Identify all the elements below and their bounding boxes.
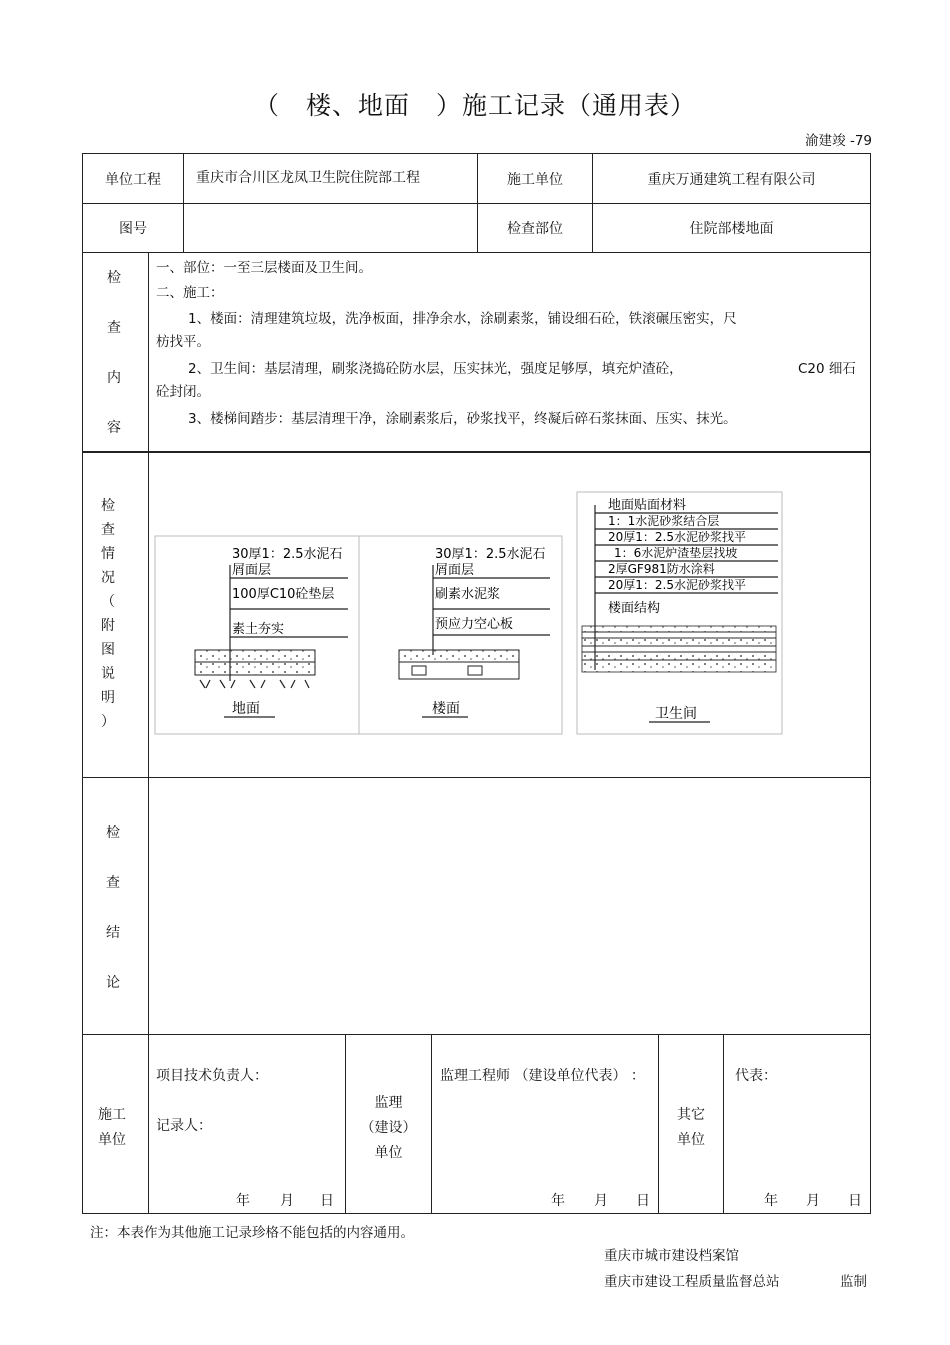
row-divider (82, 777, 871, 778)
ground-diagram (155, 536, 359, 734)
unit-project-label: 单位工程 (105, 171, 161, 188)
toilet-layer: 1：1水泥砂浆结合层 (608, 514, 720, 528)
footer-org2: 重庆市建设工程质量监督总站 (604, 1274, 780, 1290)
conclusion-label-char: 结 (106, 925, 120, 941)
floor-caption: 楼面 (432, 701, 460, 717)
footer-note: 注：本表作为其他施工记录珍格不能包括的内容通用。 (90, 1225, 414, 1241)
ground-layer2: 100厚C10砼垫层 (232, 587, 335, 602)
content-label-char: 容 (107, 420, 121, 436)
check-label-char: 说 (101, 666, 115, 682)
ground-layer3: 素土夯实 (232, 622, 285, 637)
toilet-layer: 20厚1：2.5水泥砂浆找平 (608, 530, 746, 544)
date-day: 日 (636, 1193, 650, 1209)
page-title: （ 楼、地面 ）施工记录（通用表） (253, 91, 696, 120)
supervisor-label: 监理工程师 （建设单位代表） ： (440, 1068, 645, 1084)
check-label-char: 图 (101, 642, 115, 658)
supervision-label: （建设） (360, 1120, 417, 1136)
construction-unit-label: 单位 (98, 1132, 126, 1148)
recorder-label: 记录人： (156, 1118, 212, 1134)
supervision-label: 单位 (374, 1145, 403, 1161)
content-line: 一、部位：一至三层楼面及卫生间。 (156, 260, 372, 276)
supervision-label: 监理 (374, 1095, 403, 1111)
date-month: 月 (594, 1193, 608, 1209)
construction-diagrams (150, 485, 790, 745)
content-label-char: 查 (107, 320, 121, 336)
conclusion-label-char: 检 (106, 825, 120, 841)
construction-unit-label: 施工 (98, 1107, 126, 1123)
toilet-layer: 楼面结构 (608, 601, 661, 616)
check-label-char: 况 (101, 570, 115, 586)
check-label-char: 查 (101, 522, 115, 538)
floor-layer3: 预应力空心板 (435, 617, 514, 632)
rep-label: 代表： (735, 1068, 777, 1084)
other-unit-label: 其它 (677, 1107, 705, 1123)
footer-supervise: 监制 (840, 1274, 867, 1290)
toilet-layer: 1：6水泥炉渣垫层找坡 (614, 546, 738, 560)
col-divider (658, 1034, 659, 1214)
content-label-char: 检 (107, 270, 121, 286)
drawing-no-value (184, 204, 476, 252)
content-line: 1、楼面：清理建筑垃圾，洗净板面，排净余水，涂刷素浆，铺设细石砼，铁滚碾压密实，尺 (188, 311, 737, 327)
check-label-char: （ (101, 594, 115, 610)
floor-layer2: 刷素水泥浆 (435, 587, 501, 602)
toilet-diagram (577, 492, 782, 734)
toilet-layer: 20厚1：2.5水泥砂浆找平 (608, 578, 746, 592)
check-label-char: 检 (101, 498, 115, 514)
toilet-layer: 2厚GF981防水涂料 (608, 562, 715, 576)
conclusion-label-char: 论 (106, 975, 120, 991)
check-label-char: 明 (101, 690, 115, 706)
date-year: 年 (551, 1193, 565, 1209)
footer-org1: 重庆市城市建设档案馆 (604, 1248, 739, 1264)
inspect-part-value: 住院部楼地面 (689, 221, 774, 237)
toilet-layer: 地面贴面材料 (608, 498, 687, 513)
ground-layer1a: 30厚1：2.5水泥石 (232, 547, 343, 562)
contractor-label: 施工单位 (507, 171, 563, 188)
col-divider (431, 1034, 432, 1214)
form-code: 渝建竣 -79 (805, 133, 872, 149)
floor-layer1b: 屑面层 (435, 563, 475, 578)
content-line: 3、楼梯间踏步：基层清理干净，涂刷素浆后，砂浆找平，终凝后碎石浆抹面、压实、抹光。 (188, 411, 737, 427)
ground-caption: 地面 (232, 701, 260, 717)
col-divider (148, 252, 149, 1214)
date-month: 月 (280, 1193, 294, 1209)
date-day: 日 (320, 1193, 334, 1209)
row-divider (82, 1034, 871, 1035)
row-divider (82, 252, 871, 253)
content-line: 砼封闭。 (156, 384, 210, 400)
floor-layer1a: 30厚1：2.5水泥石 (435, 547, 546, 562)
content-label-char: 内 (107, 370, 121, 386)
content-line: 二、施工： (156, 285, 224, 301)
check-label-char: ） (101, 714, 115, 730)
inspect-part-label: 检查部位 (507, 221, 563, 237)
floor-diagram (359, 536, 562, 734)
content-line: 2、卫生间：基层清理，刷浆浇捣砼防水层，压实抹光，强度足够厚，填充炉渣砼， (188, 361, 683, 377)
contractor-value: 重庆万通建筑工程有限公司 (647, 171, 816, 188)
conclusion-label-char: 查 (106, 875, 120, 891)
date-year: 年 (236, 1193, 250, 1209)
col-divider (723, 1034, 724, 1214)
toilet-caption: 卫生间 (655, 706, 697, 722)
other-unit-label: 单位 (677, 1132, 705, 1148)
unit-project-value: 重庆市合川区龙凤卫生院住院部工程 (196, 170, 420, 186)
date-month: 月 (806, 1193, 820, 1209)
date-year: 年 (764, 1193, 778, 1209)
ground-layer1b: 屑面层 (232, 563, 272, 578)
tech-lead-label: 项目技术负责人： (156, 1068, 268, 1084)
content-line: C20 细石 (798, 361, 856, 377)
check-label-char: 附 (101, 618, 115, 634)
drawing-no-label: 图号 (119, 221, 147, 237)
row-divider (82, 451, 871, 453)
date-day: 日 (848, 1193, 862, 1209)
check-label-char: 情 (101, 546, 115, 562)
content-line: 枋找平。 (156, 334, 210, 350)
